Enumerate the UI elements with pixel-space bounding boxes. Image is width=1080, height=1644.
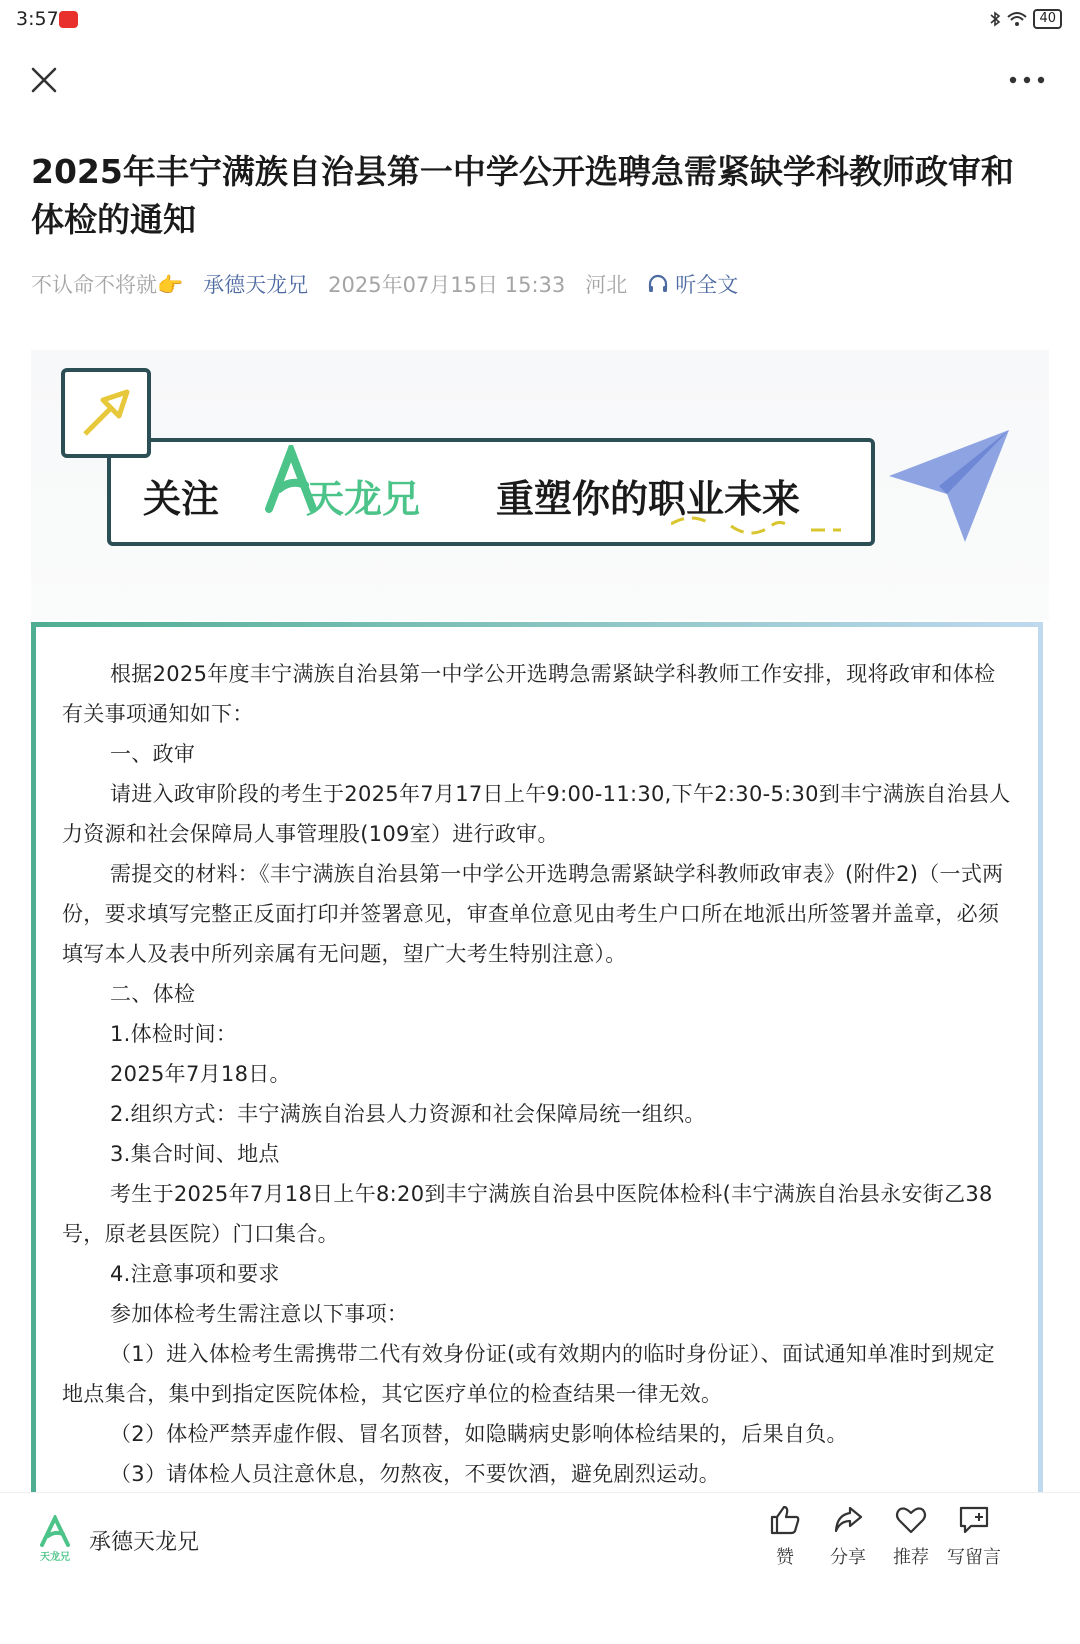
article-meta (31, 268, 738, 300)
listen-full-label: 听全文 (675, 273, 739, 297)
account-logo-text: 天龙兄 (40, 1552, 70, 1563)
thumbs-up-icon (768, 1503, 802, 1537)
meta-location: 河北 (585, 273, 628, 297)
heart-icon (894, 1503, 928, 1537)
paper-plane-icon (889, 430, 1014, 545)
paragraph: 4.注意事项和要求 (110, 1262, 280, 1286)
paragraph: 参加体检考生需注意以下事项： (110, 1302, 409, 1326)
article-title: 2025年丰宁满族自治县第一中学公开选聘急需紧缺学科教师政审和体检的通知 (31, 152, 1014, 239)
paragraph: 请进入政审阶段的考生于2025年7月17日上午9:00-11:30,下午2:30-5:30到丰宁满族自治县人力资源和社会保障局人事管理股(109室）进行政审。 (62, 782, 1011, 846)
share-icon (831, 1503, 865, 1537)
paragraph: 一、政审 (110, 742, 196, 766)
more-icon (1002, 60, 1052, 100)
comment-button[interactable] (941, 1503, 1007, 1569)
account-name[interactable]: 承德天龙兄 (89, 1530, 200, 1555)
listen-full-button[interactable] (647, 269, 738, 299)
like-label: 赞 (776, 1547, 794, 1568)
status-time: 3:57 (16, 8, 59, 30)
author-link[interactable]: 承德天龙兄 (203, 273, 309, 297)
banner-brand-text: 天龙兄 (306, 477, 421, 521)
promo-banner (31, 350, 1049, 620)
brand-logo-icon (36, 1515, 74, 1547)
status-indicators (989, 9, 1062, 29)
banner-squiggle-icon (671, 514, 871, 544)
battery-indicator: 40 (1033, 9, 1062, 29)
meta-datetime: 2025年07月15日 15:33 (328, 273, 566, 297)
banner-frame (107, 438, 875, 546)
status-bar (0, 0, 1080, 42)
close-icon (24, 60, 64, 100)
account-avatar[interactable] (36, 1515, 74, 1565)
paragraph: （2）体检严禁弄虚作假、冒名顶替，如隐瞒病史影响体检结果的，后果自负。 (110, 1422, 848, 1446)
app-notification-icon (59, 11, 78, 28)
paragraph: 3.集合时间、地点 (110, 1142, 280, 1166)
recommend-button[interactable] (878, 1503, 944, 1569)
banner-follow-text: 关注 (143, 477, 220, 521)
paragraph: 二、体检 (110, 982, 196, 1006)
more-button[interactable] (1002, 60, 1052, 100)
recommend-label: 推荐 (893, 1547, 929, 1568)
paragraph: 1.体检时间： (110, 1022, 238, 1046)
paragraph: 2.组织方式：丰宁满族自治县人力资源和社会保障局统一组织。 (110, 1102, 706, 1126)
wifi-icon (1006, 11, 1028, 27)
like-button[interactable] (752, 1503, 818, 1569)
comment-icon (957, 1503, 991, 1537)
paragraph: （3）请体检人员注意休息，勿熬夜，不要饮酒，避免剧烈运动。 (110, 1462, 721, 1486)
paragraph: （1）进入体检考生需携带二代有效身份证(或有效期内的临时身份证）、面试通知单准时到规定地点集合，集中到指定医院体检，其它医疗单位的检查结果一律无效。 (62, 1342, 995, 1406)
paragraph: 2025年7月18日。 (110, 1062, 291, 1086)
headphones-icon (647, 273, 669, 295)
paragraph: 需提交的材料：《丰宁满族自治县第一中学公开选聘急需紧缺学科教师政审表》(附件2)（一式两份，要求填写完整正反面打印并签署意见，审查单位意见由考生户口所在地派出所签署并盖章，必须填写本人及表中所列亲属有无问题，望广大考生特别注意）。 (62, 862, 1004, 966)
arrow-up-right-icon (65, 372, 147, 454)
paragraph: 根据2025年度丰宁满族自治县第一中学公开选聘急需紧缺学科教师工作安排，现将政审和体检有关事项通知如下： (62, 662, 996, 726)
article-body (31, 622, 1043, 1492)
bluetooth-icon (989, 11, 1001, 27)
banner-arrow-frame (61, 368, 151, 458)
meta-source: 不认命不将就👉 (31, 273, 184, 297)
paragraph: 考生于2025年7月18日上午8:20到丰宁满族自治县中医院体检科(丰宁满族自治县永安街乙38号，原老县医院）门口集合。 (62, 1182, 993, 1246)
close-button[interactable] (24, 60, 64, 100)
share-button[interactable] (815, 1503, 881, 1569)
share-label: 分享 (830, 1547, 866, 1568)
brand-logo-icon (261, 445, 321, 515)
banner-slogan-text: 重塑你的职业未来 (496, 477, 801, 521)
comment-label: 写留言 (947, 1547, 1001, 1568)
bottom-action-bar (0, 1492, 1080, 1644)
